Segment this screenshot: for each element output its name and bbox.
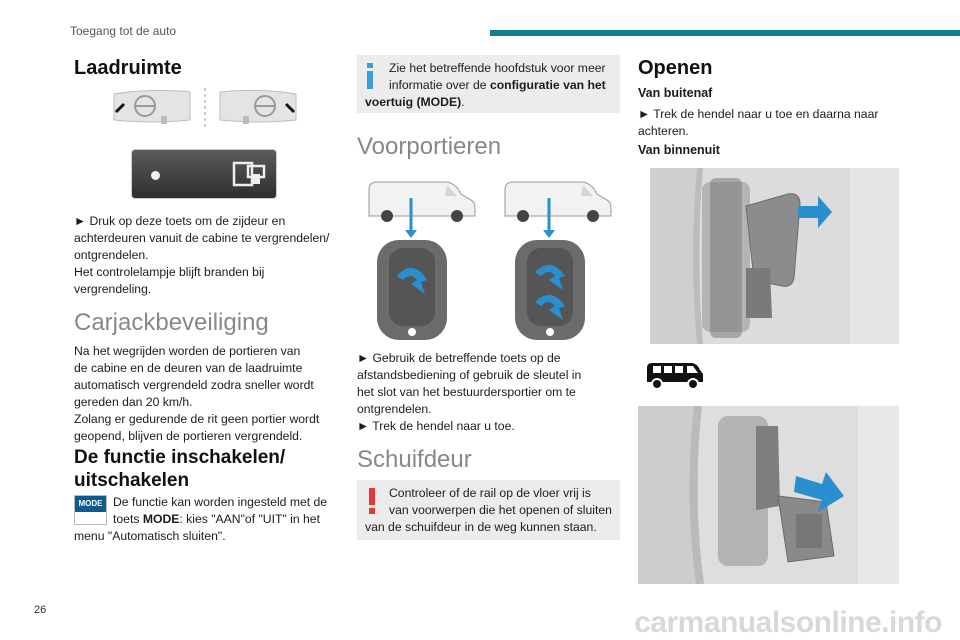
text-line	[113, 511, 345, 528]
watermark: carmanualsonline.info	[634, 606, 942, 639]
mode-badge-icon	[74, 495, 107, 525]
functie-text	[113, 494, 345, 528]
text-line: ontgrendelen.	[357, 402, 432, 416]
carjack-heading: Carjackbeveiliging	[74, 309, 269, 336]
text-line	[365, 94, 465, 111]
text-line: automatisch vergrendeld zodra sneller wordt	[74, 378, 314, 392]
text-line: De functie kan worden ingesteld met de	[113, 495, 328, 509]
text-line: afstandsbediening of gebruik de sleutel in	[357, 368, 582, 382]
passenger-van-icon	[643, 360, 705, 390]
key-fob-left	[377, 240, 447, 340]
info-icon	[367, 63, 373, 89]
page-number: 26	[34, 604, 47, 616]
dashboard-illustration	[100, 86, 310, 130]
text-span: .	[461, 95, 465, 109]
mode-key-label: MODE	[142, 512, 180, 526]
remote-key-illustration	[365, 176, 615, 342]
text-line: menu "Automatisch sluiten".	[74, 529, 226, 543]
text-line: ► Trek de hendel naar u toe en daarna naar	[638, 107, 879, 121]
text-line: vergrendeling.	[74, 282, 152, 296]
openen-text	[638, 106, 903, 140]
running-header: Toegang tot de auto	[70, 24, 177, 38]
warning-box	[357, 480, 620, 540]
text-line: Zolang er gedurende de rit geen portier wordt	[74, 412, 320, 426]
indicator-lamp	[151, 171, 160, 180]
text-line: ► Gebruik de betreffende toets op de	[357, 351, 561, 365]
warning-text-wrap	[389, 485, 617, 519]
text-line: de cabine en de deuren van de laadruimte	[74, 361, 303, 375]
door-handle-photo-lower	[638, 406, 899, 584]
text-span: : kies "AAN"of "UIT" in het	[179, 512, 320, 526]
text-line: het slot van het bestuurdersportier om te	[357, 385, 576, 399]
van-right-icon	[505, 182, 611, 222]
text-line: ontgrendelen.	[74, 248, 149, 262]
header-accent-bar	[490, 30, 960, 36]
van-left-icon	[369, 182, 475, 222]
text-line: Na het wegrijden worden de portieren van	[74, 344, 301, 358]
text-line: ► Druk op deze toets om de zijdeur en	[74, 214, 286, 228]
warning-icon	[369, 488, 375, 514]
van-buitenaf-heading: Van buitenaf	[638, 86, 713, 100]
laadruimte-text	[74, 213, 344, 298]
mode-badge-label: MODE	[75, 496, 106, 512]
functie-heading	[74, 446, 285, 492]
text-line	[389, 77, 617, 94]
info-text-wrap	[389, 60, 617, 94]
text-line: geopend, blijven de portieren vergrendeld.	[74, 429, 303, 443]
voorportieren-text	[357, 350, 622, 435]
text-line: van voorwerpen die het openen of sluiten	[389, 503, 612, 517]
bold-span: configuratie van het	[489, 78, 606, 92]
text-line: van de schuifdeur in de weg kunnen staan.	[365, 520, 597, 534]
text-line: Controleer of de rail op de vloer vrij is	[389, 486, 591, 500]
text-span: toets	[113, 512, 143, 526]
text-line: Zie het betreffende hoofdstuk voor meer	[389, 61, 606, 75]
laadruimte-heading: Laadruimte	[74, 57, 182, 79]
openen-heading: Openen	[638, 57, 713, 79]
lock-button-illustration	[131, 149, 277, 199]
door-handle-photo-upper	[650, 168, 899, 344]
key-fob-right	[515, 240, 585, 340]
text-line: gereden dan 20 km/h.	[74, 395, 193, 409]
text-line: ► Trek de hendel naar u toe.	[357, 419, 515, 433]
text-line: achteren.	[638, 124, 689, 138]
voorportieren-heading: Voorportieren	[357, 133, 502, 160]
info-box	[357, 55, 620, 113]
van-binnenuit-heading: Van binnenuit	[638, 143, 720, 157]
carjack-text	[74, 343, 344, 445]
heading-line: uitschakelen	[74, 470, 190, 491]
bold-span: voertuig (MODE)	[365, 95, 462, 109]
text-span: informatie over de	[389, 78, 490, 92]
heading-line: De functie inschakelen/	[74, 447, 286, 468]
text-line: Het controlelampje blijft branden bij	[74, 265, 265, 279]
text-line: achterdeuren vanuit de cabine te vergrendelen/	[74, 231, 330, 245]
door-lock-icon	[232, 160, 268, 190]
schuifdeur-heading: Schuifdeur	[357, 446, 472, 473]
